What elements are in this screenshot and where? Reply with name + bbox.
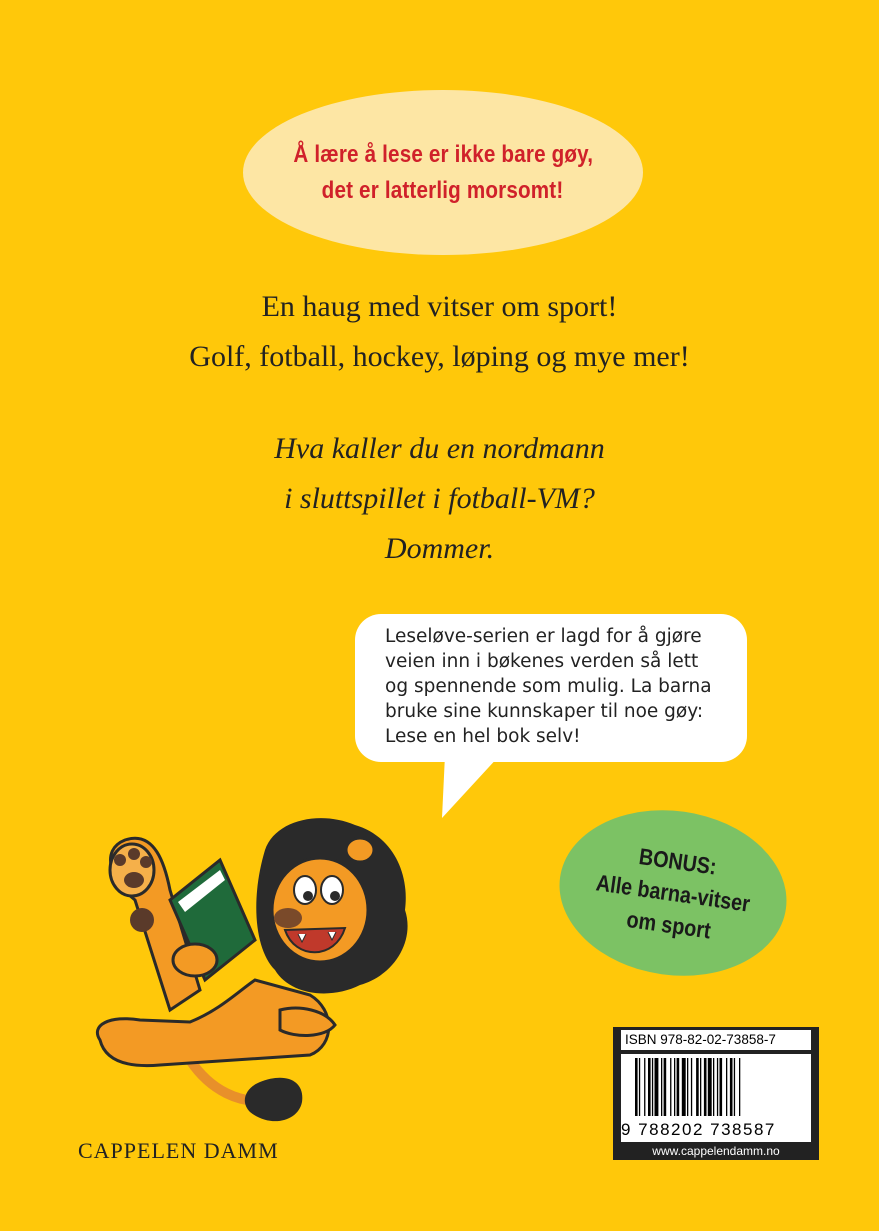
tagline-line-2: det er latterlig morsomt!: [322, 176, 564, 204]
barcode-bar: [700, 1058, 701, 1116]
barcode-bar: [644, 1058, 645, 1116]
barcode-bar: [652, 1058, 653, 1116]
barcode-bar: [739, 1058, 740, 1116]
barcode-bar: [648, 1058, 651, 1116]
barcode-bar: [726, 1058, 727, 1116]
barcode-box: [613, 1027, 819, 1160]
bonus-badge: [549, 796, 798, 990]
barcode-bar: [682, 1058, 686, 1116]
barcode-bar: [664, 1058, 667, 1116]
barcode-bar: [677, 1058, 680, 1116]
barcode-digits: 9 788202 738587: [621, 1120, 776, 1139]
joke: [0, 424, 879, 574]
joke-line-1: Hva kaller du en nordmann: [274, 432, 605, 465]
barcode-bar: [639, 1058, 640, 1116]
bonus-line-2: Alle barna-vitser: [594, 869, 752, 917]
speech-line-5: Lese en hel bok selv!: [385, 726, 581, 747]
blurb-line-2: Golf, fotball, hockey, løping og mye mer!: [189, 340, 690, 373]
tagline-bubble: [243, 90, 643, 255]
publisher-logo: CAPPELEN DAMM: [78, 1138, 279, 1163]
isbn-label: ISBN 978-82-02-73858-7: [621, 1030, 811, 1050]
publisher-url: www.cappelendamm.no: [652, 1144, 780, 1158]
speech-line-4: bruke sine kunnskaper til noe gøy:: [385, 701, 704, 722]
joke-line-2: i sluttspillet i fotball-VM?: [284, 482, 595, 515]
blurb-line-1: En haug med vitser om sport!: [261, 290, 618, 323]
series-speech-bubble: [355, 614, 747, 762]
speech-line-2: veien inn i bøkenes verden så lett: [385, 651, 699, 672]
barcode-bar: [717, 1058, 718, 1116]
barcode-bar: [691, 1058, 692, 1116]
blurb: [0, 282, 879, 382]
barcode-bar: [655, 1058, 659, 1116]
barcode-bar: [670, 1058, 671, 1116]
barcode-bar: [720, 1058, 723, 1116]
barcode-bar: [696, 1058, 699, 1116]
barcode-bar: [713, 1058, 714, 1116]
barcode-bar: [734, 1058, 735, 1116]
joke-line-3: Dommer.: [384, 532, 495, 565]
barcode-bar: [635, 1058, 638, 1116]
bonus-line-3: om sport: [624, 905, 713, 944]
barcode-bar: [704, 1058, 707, 1116]
barcode-bar: [687, 1058, 688, 1116]
tagline-line-1: Å lære å lese er ikke bare gøy,: [293, 140, 593, 168]
speech-line-3: og spennende som mulig. La barna: [385, 676, 712, 697]
reading-lion-illustration: [70, 810, 450, 1130]
barcode-bar: [674, 1058, 675, 1116]
bonus-line-1: BONUS:: [637, 843, 718, 880]
barcode-bar: [661, 1058, 662, 1116]
speech-line-1: Leseløve-serien er lagd for å gjøre: [385, 626, 702, 647]
barcode-bar: [730, 1058, 733, 1116]
barcode-bar: [708, 1058, 712, 1116]
